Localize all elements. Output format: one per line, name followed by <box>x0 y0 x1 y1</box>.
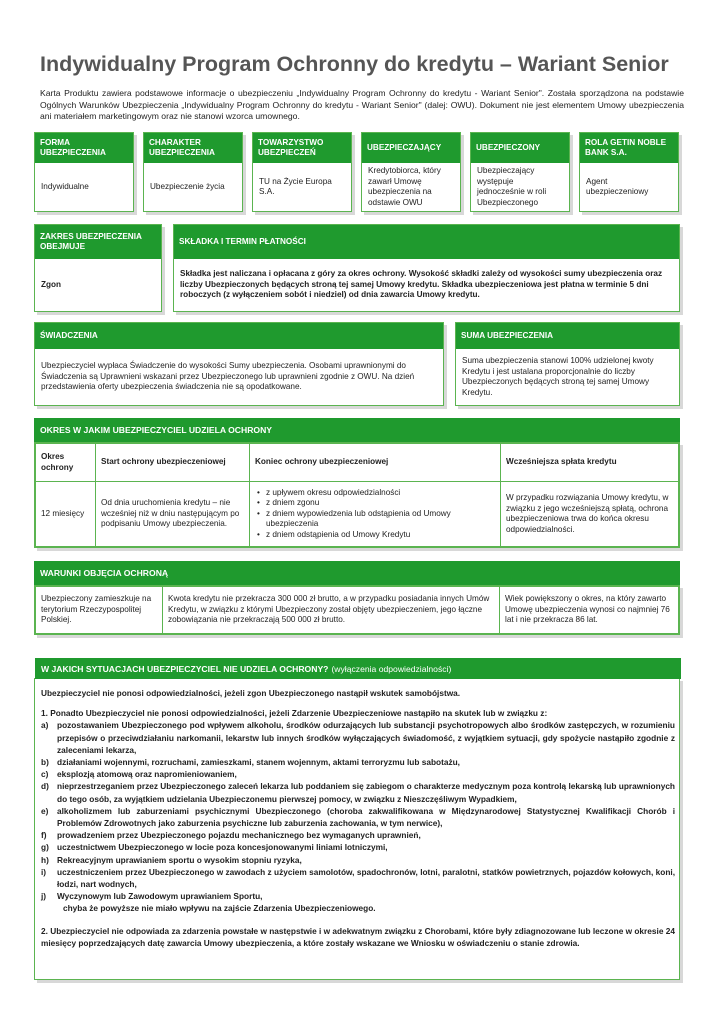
card-body: Ubezpieczający występuje jednocześnie w roli Ubezpieczonego <box>477 166 547 207</box>
cell-splata: W przypadku rozwiązania Umowy kredytu, w związku z jego wcześniejszą spłatą, ochrona ubezpieczeniowa trwa do końca okresu odpowiedzialności. <box>501 482 679 547</box>
list-item: b) działaniami wojennymi, rozruchami, zamieszkami, stanem wojennym, aktami terroryzmu lub sabotażu, <box>41 757 460 768</box>
okres-header: OKRES W JAKIM UBEZPIECZYCIEL UDZIELA OCHRONY <box>34 418 680 442</box>
card-header: CHARAKTER UBEZPIECZENIA <box>144 133 242 163</box>
wylaczenia-title: W JAKICH SYTUACJACH UBEZPIECZYCIEL NIE UDZIELA OCHRONY? <box>41 663 329 674</box>
col-splata: Wcześniejsza spłata kredytu <box>501 444 679 482</box>
list-item: f) prowadzeniem przez Ubezpieczonego pojazdu mechanicznego bez wymaganych uprawnień, <box>41 830 421 841</box>
okres-table <box>34 442 680 548</box>
card-ubezpieczajacy <box>361 132 461 212</box>
card-ubezpieczony <box>470 132 570 212</box>
card-zakres <box>34 224 162 312</box>
warunki-table <box>34 585 680 635</box>
cell-okres: 12 miesięcy <box>36 482 96 547</box>
warunki-header: WARUNKI OBJĘCIA OCHRONĄ <box>34 561 680 585</box>
wylaczenia-note: (wyłączenia odpowiedzialności) <box>331 663 452 674</box>
list-item: a) pozostawaniem Ubezpieczonego pod wpływem alkoholu, środków odurzających lub substancji psychotropowych albo środków zastępczych, w rozumieniu przepisów o przeciwdziałaniu narkomanii, lekarstw lub innych środków wyłączających świadomość, z wyjątkiem sytuacji, gdy spożycie nastąpiło zgodnie z zaleceniami lekarza, <box>41 720 675 755</box>
card-body: Agent ubezpieczeniowy <box>586 176 649 196</box>
card-body: Zgon <box>41 279 62 289</box>
list-item: d) nieprzestrzeganiem przez Ubezpieczonego zaleceń lekarza lub poddaniem się zabiegom o charakterze medycznym poza kontrolą lekarską lub uprawnionych do tego osób, za wyjątkiem udzielania Ubezpieczonemu pierwszej pomocy, w związku z Nieszczęśliwym Wypadkiem, <box>41 781 675 804</box>
card-body: Indywidualne <box>41 181 89 191</box>
card-suma <box>455 322 680 406</box>
card-header: UBEZPIECZONY <box>471 133 569 163</box>
list-item: • z dniem odstąpienia od Umowy Kredytu <box>255 530 495 541</box>
card-body: Suma ubezpieczenia stanowi 100% udzielonej kwoty Kredytu i jest ustalana proporcjonalnie do liczby Ubezpieczonych będących stroną tej samej Umowy Kredytu. <box>462 356 654 397</box>
wylaczenia-point-1: 1. Ponadto Ubezpieczyciel nie ponosi odpowiedzialności, jeżeli Zdarzenie Ubezpieczeniowe nastąpiło na skutek lub w związku z: <box>41 708 548 719</box>
card-body: Składka jest naliczana i opłacana z góry za okres ochrony. Wysokość składki zależy od wysokości sumy ubezpieczenia oraz liczby Ubezpieczonych będących stroną tej samej Umowy kredytu. Składka ubezpieczeniowa jest płatna w terminie 5 dni roboczych (z wyłączeniem sobót i niedziel) od dnia zawarcia Umowy kredytu. <box>180 269 663 300</box>
warunki-cell: Kwota kredytu nie przekracza 300 000 zł brutto, a w przypadku posiadania innych Umów Kredytu, w związku z którymi Ubezpieczony został objęty ubezpieczeniem, jego łączne zobowiązania nie przekraczają 500 000 zł brutto. <box>163 587 500 634</box>
card-header: ZAKRES UBEZPIECZENIA OBEJMUJE <box>35 225 161 259</box>
intro-paragraph: Karta Produktu zawiera podstawowe informacje o ubezpieczeniu „Indywidualny Program Ochronny do kredytu - Wariant Senior". Została sporządzona na podstawie Ogólnych Warunków Ubezpieczenia „Indywidualny Program Ochronny do kredytu - Wariant Senior" (dalej: OWU). Dokument nie jest elementem Umowy ubezpieczenia ani materiałem marketingowym oraz nie stanowi wzorca umownego. <box>40 88 684 121</box>
card-body: TU na Życie Europa S.A. <box>259 176 332 196</box>
card-body: Ubezpieczenie życia <box>150 181 225 191</box>
card-header: TOWARZYSTWO UBEZPIECZEŃ <box>253 133 351 163</box>
wylaczenia-lead: Ubezpieczyciel nie ponosi odpowiedzialności, jeżeli zgon Ubezpieczonego nastąpił wskutek samobójstwa. <box>41 688 461 698</box>
col-start: Start ochrony ubezpieczeniowej <box>96 444 250 482</box>
card-header: SUMA UBEZPIECZENIA <box>456 323 679 349</box>
list-item: • z dniem wypowiedzenia lub odstąpienia od Umowy ubezpieczenia <box>255 509 495 530</box>
list-item: j) Wyczynowym lub Zawodowym uprawianiem Sportu, <box>41 891 263 902</box>
wylaczenia-tail: chyba że powyższe nie miało wpływu na zajście Zdarzenia Ubezpieczeniowego. <box>63 903 376 914</box>
card-forma <box>34 132 134 212</box>
list-item: c) eksplozją atomową oraz napromieniowaniem, <box>41 769 237 780</box>
list-item: e) alkoholizmem lub zaburzeniami psychicznymi Ubezpieczonego (choroba zakwalifikowana w Międzynarodowej Statystycznej Kwalifikacji Chorób i Problemów Zdrowotnych jako zaburzenia psychiczne lub zaburzenia zachowania, w tym nerwice), <box>41 805 675 829</box>
list-item: g) uczestnictwem Ubezpieczonego w locie poza koncesjonowanymi liniami lotniczymi, <box>41 842 388 853</box>
card-rola-banku <box>579 132 679 212</box>
cell-koniec <box>250 482 501 547</box>
card-skladka <box>173 224 680 312</box>
wylaczenia-header <box>35 658 681 679</box>
wylaczenia-section <box>34 663 680 980</box>
col-koniec: Koniec ochrony ubezpieczeniowej <box>250 444 501 482</box>
warunki-cell: Ubezpieczony zamieszkuje na terytorium Rzeczypospolitej Polskiej. <box>36 587 163 634</box>
list-item: h) Rekreacyjnym uprawianiem sportu o wysokim stopniu ryzyka, <box>41 854 302 865</box>
card-swiadczenia <box>34 322 444 406</box>
col-okres: Okres ochrony <box>36 444 96 482</box>
list-item: i) uczestniczeniem przez Ubezpieczonego w zawodach z użyciem samolotów, spadochronów, lotni, paralotni, statków powietrznych, pojazdów kołowych, koni, łodzi, nart wodnych, <box>41 866 675 890</box>
warunki-cell: Wiek powiększony o okres, na który zawarto Umowę ubezpieczenia wynosi co najmniej 76 lat i nie przekracza 86 lat. <box>500 587 679 634</box>
card-header: SKŁADKA I TERMIN PŁATNOŚCI <box>174 225 679 259</box>
list-item: • z dniem zgonu <box>255 498 495 509</box>
card-body: Kredytobiorca, który zawarł Umowę ubezpieczenia na odstawie OWU <box>368 166 441 207</box>
card-header: UBEZPIECZAJĄCY <box>362 133 460 163</box>
wylaczenia-point-2: 2. Ubezpieczyciel nie odpowiada za zdarzenia powstałe w następstwie i w adekwatnym związku z Chorobami, które były zdiagnozowane lub leczone w okresie 24 miesięcy poprzedzających datę zawarcia Umowy ubezpieczenia, a które zostały wskazane we Wniosku w oświadczeniu o stanie zdrowia. <box>41 925 675 948</box>
card-body: Ubezpieczyciel wypłaca Świadczenie do wysokości Sumy ubezpieczenia. Osobami uprawnionymi do Świadczenia są Uprawnieni wskazani przez Ubezpieczonego lub uprawnieni zgodnie z OWU. Na dzień przedstawienia oferty ubezpieczenia świadczenia nie są opodatkowane. <box>41 361 415 392</box>
card-charakter <box>143 132 243 212</box>
card-header: ROLA GETIN NOBLE BANK S.A. <box>580 133 678 163</box>
cell-start: Od dnia uruchomienia kredytu – nie wcześniej niż w dniu następującym po podpisaniu Umowy ubezpieczenia. <box>96 482 250 547</box>
page-title: Indywidualny Program Ochronny do kredytu – Wariant Senior <box>40 52 669 76</box>
card-header: ŚWIADCZENIA <box>35 323 443 349</box>
card-towarzystwo <box>252 132 352 212</box>
wylaczenia-body <box>41 687 675 949</box>
card-header: FORMA UBEZPIECZENIA <box>35 133 133 163</box>
list-item: • z upływem okresu odpowiedzialności <box>255 488 495 499</box>
